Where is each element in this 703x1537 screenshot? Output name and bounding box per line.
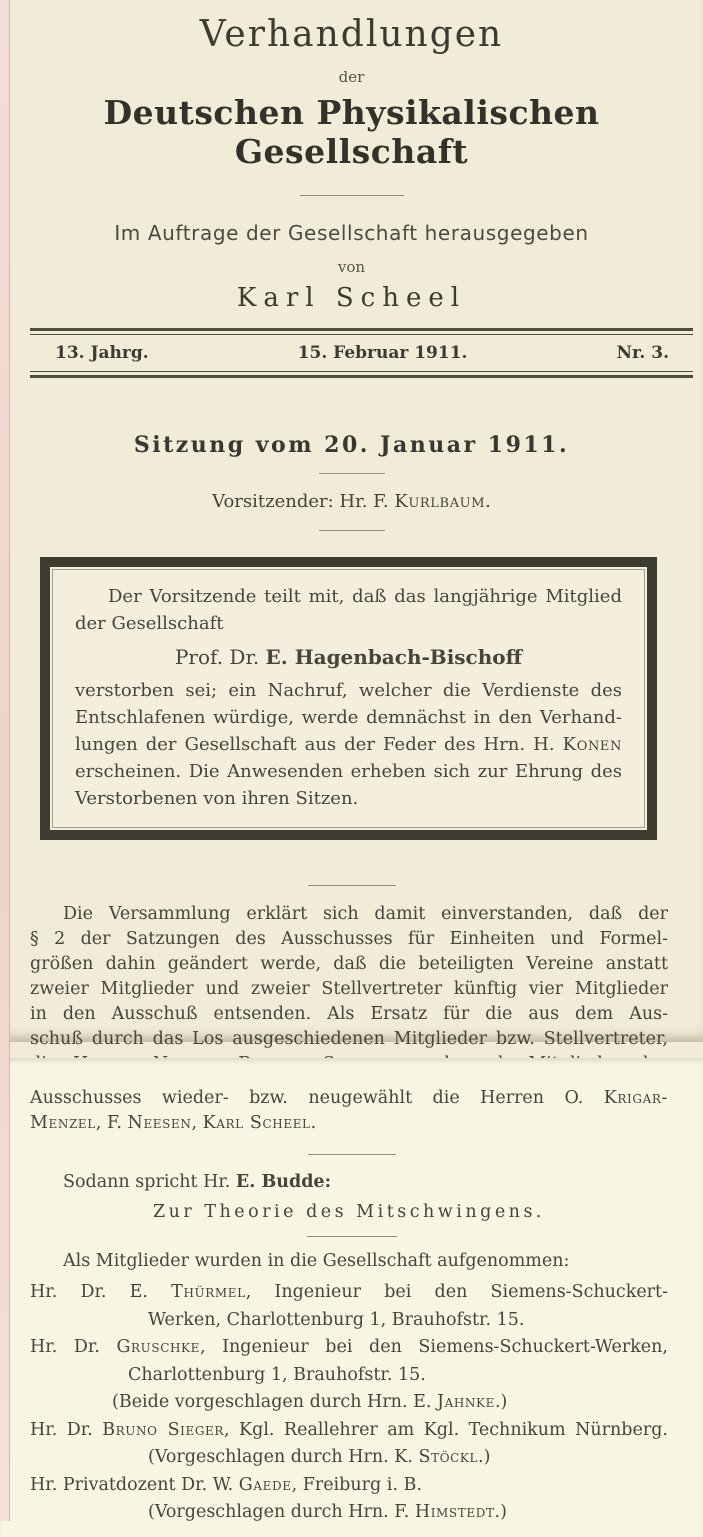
text-line: erscheinen. Die Anwesenden erheben sich zur Ehrung des xyxy=(75,761,622,782)
resolution-paragraph xyxy=(30,902,668,1077)
members-divider xyxy=(307,1236,397,1237)
society-name: Deutschen Physikalischen Gesellschaft xyxy=(103,93,600,171)
text-line: Die Versammlung erklärt sich damit einverstanden, daß der xyxy=(63,904,668,924)
lecture-announcement xyxy=(30,1167,668,1227)
editor-name: Karl Scheel xyxy=(236,283,467,313)
text-line: Hr. Dr. E. Thürmel, Ingenieur bei den Siemens-Schuckert- xyxy=(30,1282,668,1302)
page-bottom xyxy=(0,1058,703,1537)
masthead-von: von xyxy=(337,258,366,276)
text-line: § 2 der Satzungen des Ausschusses für Einheiten und Formel- xyxy=(30,929,668,949)
journal-title: Verhandlungen xyxy=(199,14,504,55)
text-line: schuß durch das Los ausgeschiedenen Mitglieder bzw. Stellvertreter, xyxy=(30,1029,668,1049)
issue-number: Nr. 3. xyxy=(616,343,669,363)
text-line: Werken, Charlottenburg 1, Brauhofstr. 15. xyxy=(148,1309,525,1330)
text-line: zweier Mitglieder und zweier Stellvertreter künftig vier Mitglieder xyxy=(30,979,668,999)
text-line: lungen der Gesellschaft aus der Feder des Hrn. H. Konen xyxy=(75,734,622,755)
volume-label: 13. Jahrg. xyxy=(55,343,149,363)
chair-divider xyxy=(319,530,385,531)
obituary-text xyxy=(52,569,645,828)
text-line: Ausschusses wieder- bzw. neugewählt die Herren O. Krigar- xyxy=(30,1088,668,1108)
chair-line: Vorsitzender: Hr. F. Kurlbaum. xyxy=(212,491,491,512)
issue-date: 15. Februar 1911. xyxy=(297,343,468,363)
text-line: in den Ausschuß entsenden. Als Ersatz für die aus dem Aus- xyxy=(30,1004,668,1024)
text-line: Entschlafenen würdige, werde demnächst in den Verhand- xyxy=(75,707,622,728)
masthead-der: der xyxy=(338,68,365,86)
scan-edge-strip xyxy=(0,0,10,1521)
obituary-box xyxy=(40,557,657,840)
text-line: (Beide vorgeschlagen durch Hrn. E. Jahnke.) xyxy=(112,1392,508,1412)
obituary-divider xyxy=(308,885,396,886)
session-divider xyxy=(319,473,385,474)
members-intro xyxy=(30,1249,668,1274)
issue-bar xyxy=(30,328,693,378)
text-line: Zur Theorie des Mitschwingens. xyxy=(153,1202,545,1222)
text-line: Hr. Privatdozent Dr. W. Gaede, Freiburg i. B. xyxy=(30,1474,422,1495)
text-line: Verstorbenen von ihren Sitzen. xyxy=(75,788,359,809)
masthead-divider xyxy=(300,195,404,196)
lecture-divider xyxy=(308,1154,396,1155)
text-line: Hr. Dr. Bruno Sieger, Kgl. Reallehrer am Kgl. Technikum Nürnberg. xyxy=(30,1419,668,1440)
double-rule-bottom xyxy=(30,371,693,378)
text-line: Als Mitglieder wurden in die Gesellschaft aufgenommen: xyxy=(63,1251,570,1271)
text-line: größen dahin geändert werde, daß die beteiligten Vereine anstatt xyxy=(30,954,668,974)
session-heading: Sitzung vom 20. Januar 1911. xyxy=(133,432,570,458)
masthead xyxy=(0,0,703,313)
text-line: Sodann spricht Hr. E. Budde: xyxy=(63,1172,332,1192)
text-line: Prof. Dr. E. Hagenbach-Bischoff xyxy=(174,645,523,669)
text-line: Menzel, F. Neesen, Karl Scheel. xyxy=(30,1113,317,1133)
text-line: Charlottenburg 1, Brauhofstr. 15. xyxy=(128,1364,426,1385)
commission-note: Im Auftrage der Gesellschaft herausgegeben xyxy=(114,221,589,245)
resolution-continuation xyxy=(30,1058,668,1136)
text-line: (Vorgeschlagen durch Hrn. K. Stöckl.) xyxy=(148,1447,491,1467)
text-line: verstorben sei; ein Nachruf, welcher die Verdienste des xyxy=(75,680,622,701)
text-line: Der Vorsitzende teilt mit, daß das langjährige Mitglied xyxy=(108,586,622,607)
members-list xyxy=(30,1279,668,1527)
text-line: Hr. Dr. Gruschke, Ingenieur bei den Siemens-Schuckert-Werken, xyxy=(30,1337,668,1357)
double-rule-top xyxy=(30,328,693,335)
text-line: der Gesellschaft xyxy=(75,613,224,634)
text-line: (Vorgeschlagen durch Hrn. F. Himstedt.) xyxy=(148,1502,507,1522)
